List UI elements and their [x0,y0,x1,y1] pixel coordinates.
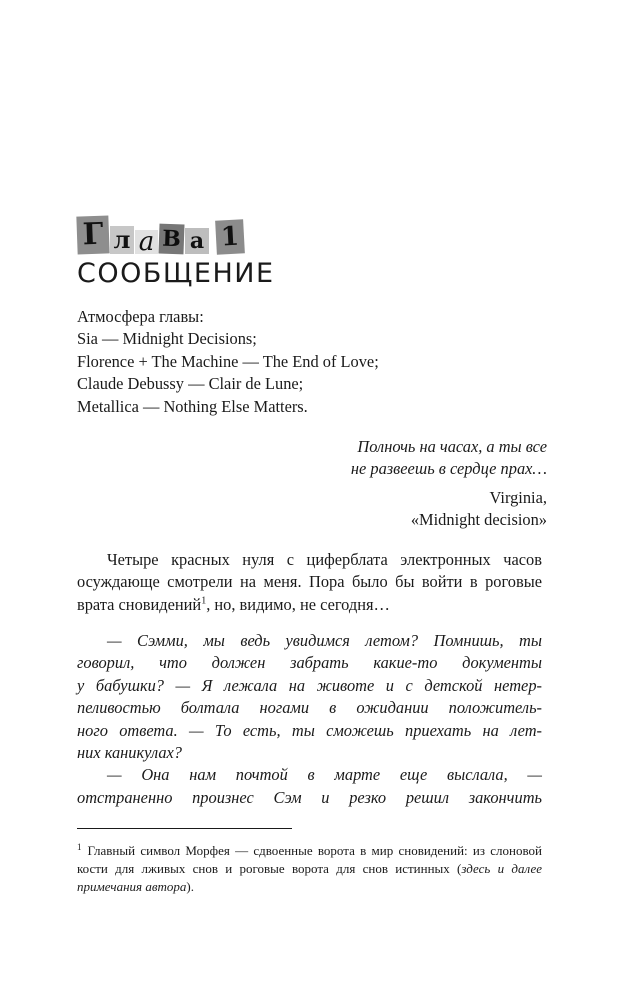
chapter-title: СООБЩЕНИЕ [77,258,275,289]
dialogue-line: пеливостью болтала ногами в ожидании положитель- [77,698,542,718]
paragraph-text: , но, видимо, не сегодня… [206,594,390,614]
dialogue-line: них каникулах? [77,743,182,763]
book-page [77,0,547,1000]
footnote-text: ). [186,879,194,894]
atmosphere-track: Metallica — Nothing Else Matters. [77,396,308,416]
footnote [77,842,542,896]
chapter-label-letter: а [185,228,209,254]
chapter-label [77,212,245,257]
footnote-reference[interactable]: 1 [201,595,207,607]
footnote-italic-text: здесь и далее примечания автора [77,861,542,894]
dialogue-line: ного ответа. — То есть, ты сможешь приехать на лет- [77,720,542,740]
dialogue-line: — Сэмми, мы ведь увидимся летом? Помнишь, ты [107,631,542,650]
dialogue-line: у бабушки? — Я лежала на животе и с детской нетер- [77,675,542,695]
chapter-label-letter: а [135,230,158,254]
epigraph-source: «Midnight decision» [410,510,547,530]
footnote-text: Главный символ Морфея — сдвоенные ворота в мир сновидений: из слоновой кости для лживых снов и роговые ворота для снов истинных ( [77,843,542,876]
epigraph-line: не развеешь в сердце прах… [350,459,547,479]
dialogue-line: — Она нам почтой в марте еще выслала, — [107,765,542,785]
chapter-atmosphere [77,306,547,418]
dialogue-line: отстраненно произнес Сэм и резко решил закончить [77,787,542,807]
footnote-number: 1 [77,841,82,852]
epigraph-author: Virginia, [489,487,547,507]
epigraph-line: Полночь на часах, а ты все [357,437,547,456]
chapter-number: 1 [215,219,245,254]
atmosphere-track: Florence + The Machine — The End of Love; [77,351,379,371]
chapter-label-letter: Г [76,215,109,254]
epigraph [187,436,547,532]
atmosphere-track: Claude Debussy — Clair de Lune; [77,374,304,394]
chapter-label-letter: В [158,224,184,255]
footnote-divider [77,828,292,829]
chapter-label-letter: л [110,226,134,254]
dialogue-paragraph [77,630,542,809]
atmosphere-heading: Атмосфера главы: [77,307,204,326]
paragraph-text: Четыре красных нуля с циферблата электронных часов осуждающе смотрели на меня. Пора было бы войти в роговые врата сновидений [77,550,542,614]
paragraph [77,549,542,616]
dialogue-line: говорил, что должен забрать какие-то документы [77,653,542,673]
atmosphere-track: Sia — Midnight Decisions; [77,329,257,349]
